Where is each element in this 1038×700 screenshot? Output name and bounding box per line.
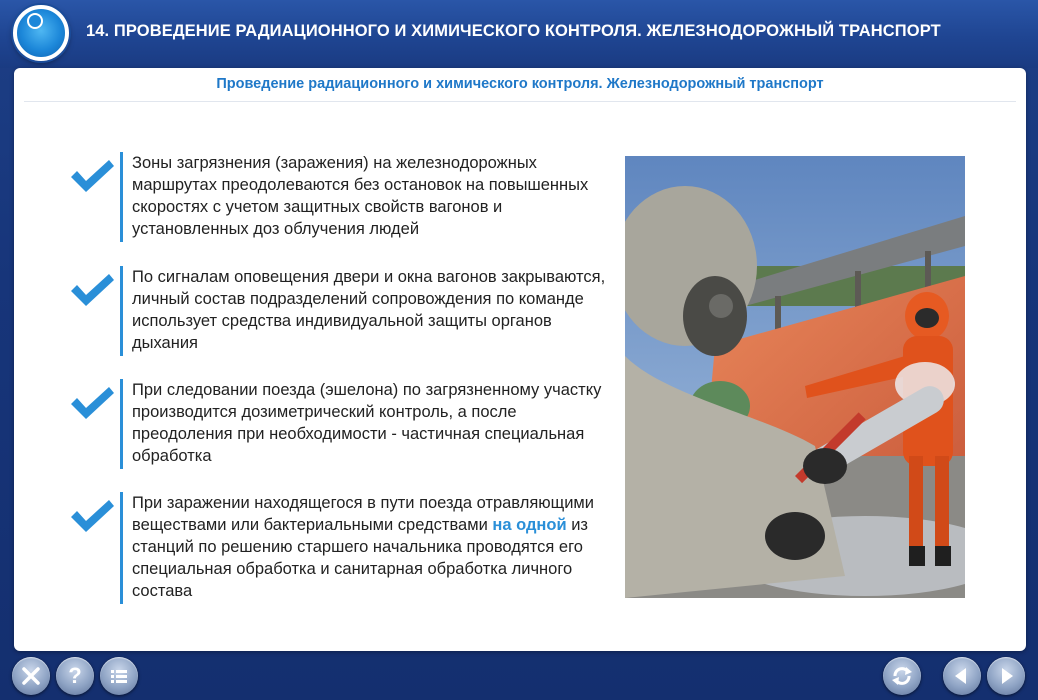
bullet-bar — [120, 152, 123, 242]
checkmark-icon — [68, 385, 116, 421]
photo-illustration — [625, 156, 965, 598]
arrow-right-icon — [995, 665, 1017, 687]
bullet-text: Зоны загрязнения (заражения) на железнодорожных маршрутах преодолеваются без остановок на повышенных скоростях с учетом защитных свойств вагонов и установленных доз облучения людей — [132, 154, 589, 238]
bullet-item — [68, 152, 608, 242]
hazmat-photo — [625, 156, 965, 598]
title-bar — [0, 0, 1038, 68]
bullet-item — [68, 492, 608, 604]
subtitle-divider — [24, 101, 1016, 102]
list-icon — [107, 664, 131, 688]
content-panel — [14, 68, 1026, 651]
close-icon — [19, 664, 43, 688]
bullet-bar — [120, 379, 123, 469]
refresh-icon — [889, 663, 915, 689]
bullet-text-part: При заражении находящегося в пути поезда отравляющими веществами или бактериальными средствами — [132, 494, 594, 534]
bullet-text-part: из станций по решению старшего начальника проводятся его специальная обработка и санитарная обработка личного состава — [132, 516, 588, 600]
checkmark-icon — [68, 158, 116, 194]
replay-button[interactable] — [883, 657, 921, 695]
bullet-text: При следовании поезда (эшелона) по загрязненному участку производится дозиметрический контроль, а после преодоления при необходимости - частичная специальная обработка — [132, 381, 602, 465]
previous-button[interactable] — [943, 657, 981, 695]
next-button[interactable] — [987, 657, 1025, 695]
bullet-bar — [120, 266, 123, 356]
checkmark-icon — [68, 272, 116, 308]
menu-button[interactable] — [100, 657, 138, 695]
help-button[interactable] — [56, 657, 94, 695]
logo-icon — [13, 5, 69, 61]
highlight-link[interactable]: на одной — [492, 516, 567, 534]
exit-button[interactable] — [12, 657, 50, 695]
help-icon: ? — [68, 663, 82, 688]
app-title: 14. ПРОВЕДЕНИЕ РАДИАЦИОННОГО И ХИМИЧЕСКОГО КОНТРОЛЯ. ЖЕЛЕЗНОДОРОЖНЫЙ ТРАНСПОРТ — [86, 22, 941, 40]
bullet-text — [132, 492, 608, 602]
bullet-item — [68, 379, 608, 469]
checkmark-icon — [68, 498, 116, 534]
bullet-bar — [120, 492, 123, 604]
bullet-item — [68, 266, 608, 356]
slide-subtitle: Проведение радиационного и химического контроля. Железнодорожный транспорт — [216, 76, 824, 92]
arrow-left-icon — [951, 665, 973, 687]
bullet-text: По сигналам оповещения двери и окна вагонов закрываются, личный состав подразделений сопровождения по команде использует средства индивидуальной защиты органов дыхания — [132, 268, 606, 352]
